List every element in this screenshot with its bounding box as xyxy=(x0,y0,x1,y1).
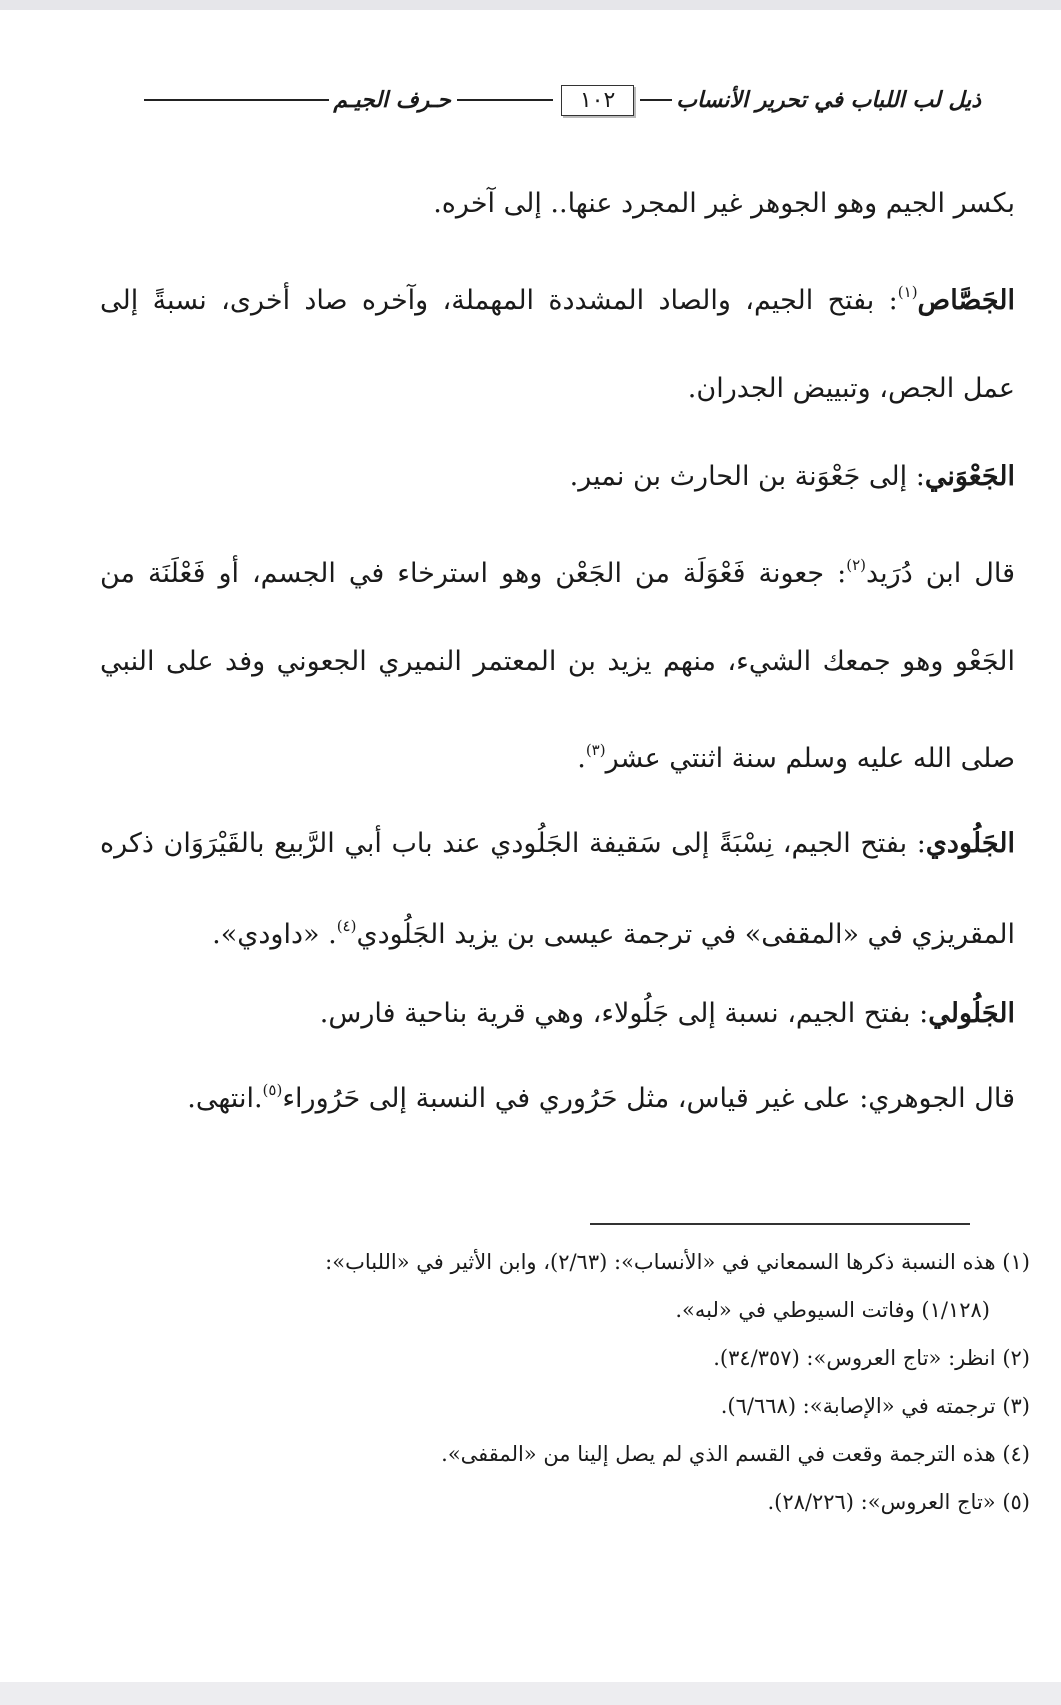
footnote-ref[interactable]: (٤) xyxy=(336,917,357,935)
footnotes xyxy=(80,1238,1030,1526)
entry-term: الجَلُودي xyxy=(925,828,1015,859)
footnote-ref[interactable]: (٥) xyxy=(262,1081,283,1099)
paragraph-lead: قال الجوهري: على غير قياس، مثل حَرُوري في النسبة إلى حَرُوراء xyxy=(282,1083,1015,1114)
paragraph-lead: قال ابن دُرَيد xyxy=(865,558,1016,589)
running-header xyxy=(140,78,981,122)
top-bar xyxy=(0,0,1061,10)
entry-text: : بفتح الجيم، والصاد المشددة المهملة، وآخره صاد أخرى، نسبةً إلى عمل الجص، وتبييض الجدران. xyxy=(100,285,1015,404)
paragraph-end: . «داودي». xyxy=(212,919,337,950)
bottom-bar xyxy=(0,1682,1061,1705)
paragraph-text: : جعونة فَعْوَلَة من الجَعْن وهو استرخاء في الجسم، أو فَعْلَنَة من الجَعْو وهو جمعك الشيء، منهم يزيد بن المعتمر النميري الجعوني وفد على النبي صلى الله عليه وسلم سنة اثنتي عشر xyxy=(100,558,1015,774)
footnote: (٥) «تاج العروس»: (٢٨/٢٢٦). xyxy=(767,1490,1030,1514)
paragraph-text: بكسر الجيم وهو الجوهر غير المجرد عنها.. إلى آخره. xyxy=(433,188,1015,219)
footnote-divider xyxy=(590,1223,970,1225)
footnote-ref[interactable]: (٣) xyxy=(585,741,606,759)
entry-jaludi xyxy=(100,803,1015,976)
book-page xyxy=(0,10,1061,1682)
footnote-continuation: (١/١٢٨) وفاتت السيوطي في «لبه». xyxy=(675,1298,990,1322)
entry-term: الجَصَّاص xyxy=(917,285,1015,316)
paragraph xyxy=(100,160,1015,248)
header-rule xyxy=(457,99,553,101)
paragraph-text: .انتهى. xyxy=(187,1083,263,1114)
entry-jassas xyxy=(100,248,1015,433)
header-rule xyxy=(640,99,672,101)
entry-text: : بفتح الجيم، نِسْبَةً إلى سَقيفة الجَلُودي عند باب أبي الرَّبيع بالقَيْرَوَان ذكره المقريزي في «المقفى» في ترجمة عيسى بن يزيد الجَلُودي xyxy=(100,828,1015,950)
main-text xyxy=(100,160,1015,1137)
book-title: ذيل لب اللباب في تحرير الأنساب xyxy=(676,87,981,113)
paragraph-ibn-durayd xyxy=(100,521,1015,803)
page-number: ١٠٢ xyxy=(561,85,634,116)
entry-term: الجَعْوَني xyxy=(924,461,1015,492)
entry-jawni xyxy=(100,433,1015,521)
paragraph-jawhari xyxy=(100,1052,1015,1137)
footnote-ref[interactable]: (٢) xyxy=(846,556,866,574)
footnote: (٣) ترجمته في «الإصابة»: (٦/٦٦٨). xyxy=(720,1394,1030,1418)
paragraph-end: . xyxy=(577,743,586,774)
footnote: (٢) انظر: «تاج العروس»: (٣٤/٣٥٧). xyxy=(713,1346,1030,1370)
header-rule xyxy=(144,99,329,101)
section-title: حـرف الجيـم xyxy=(333,87,451,113)
entry-term: الجَلُولي xyxy=(928,998,1015,1029)
footnote: (١) هذه النسبة ذكرها السمعاني في «الأنساب»: (٢/٦٣)، وابن الأثير في «اللباب»: xyxy=(325,1250,1030,1274)
entry-text: : بفتح الجيم، نسبة إلى جَلُولاء، وهي قرية بناحية فارس. xyxy=(319,998,929,1029)
entry-jaluli xyxy=(100,976,1015,1052)
entry-text: : إلى جَعْوَنة بن الحارث بن نمير. xyxy=(569,461,925,492)
footnote: (٤) هذه الترجمة وقعت في القسم الذي لم يصل إلينا من «المقفى». xyxy=(441,1442,1030,1466)
footnote-ref[interactable]: (١) xyxy=(897,283,918,301)
